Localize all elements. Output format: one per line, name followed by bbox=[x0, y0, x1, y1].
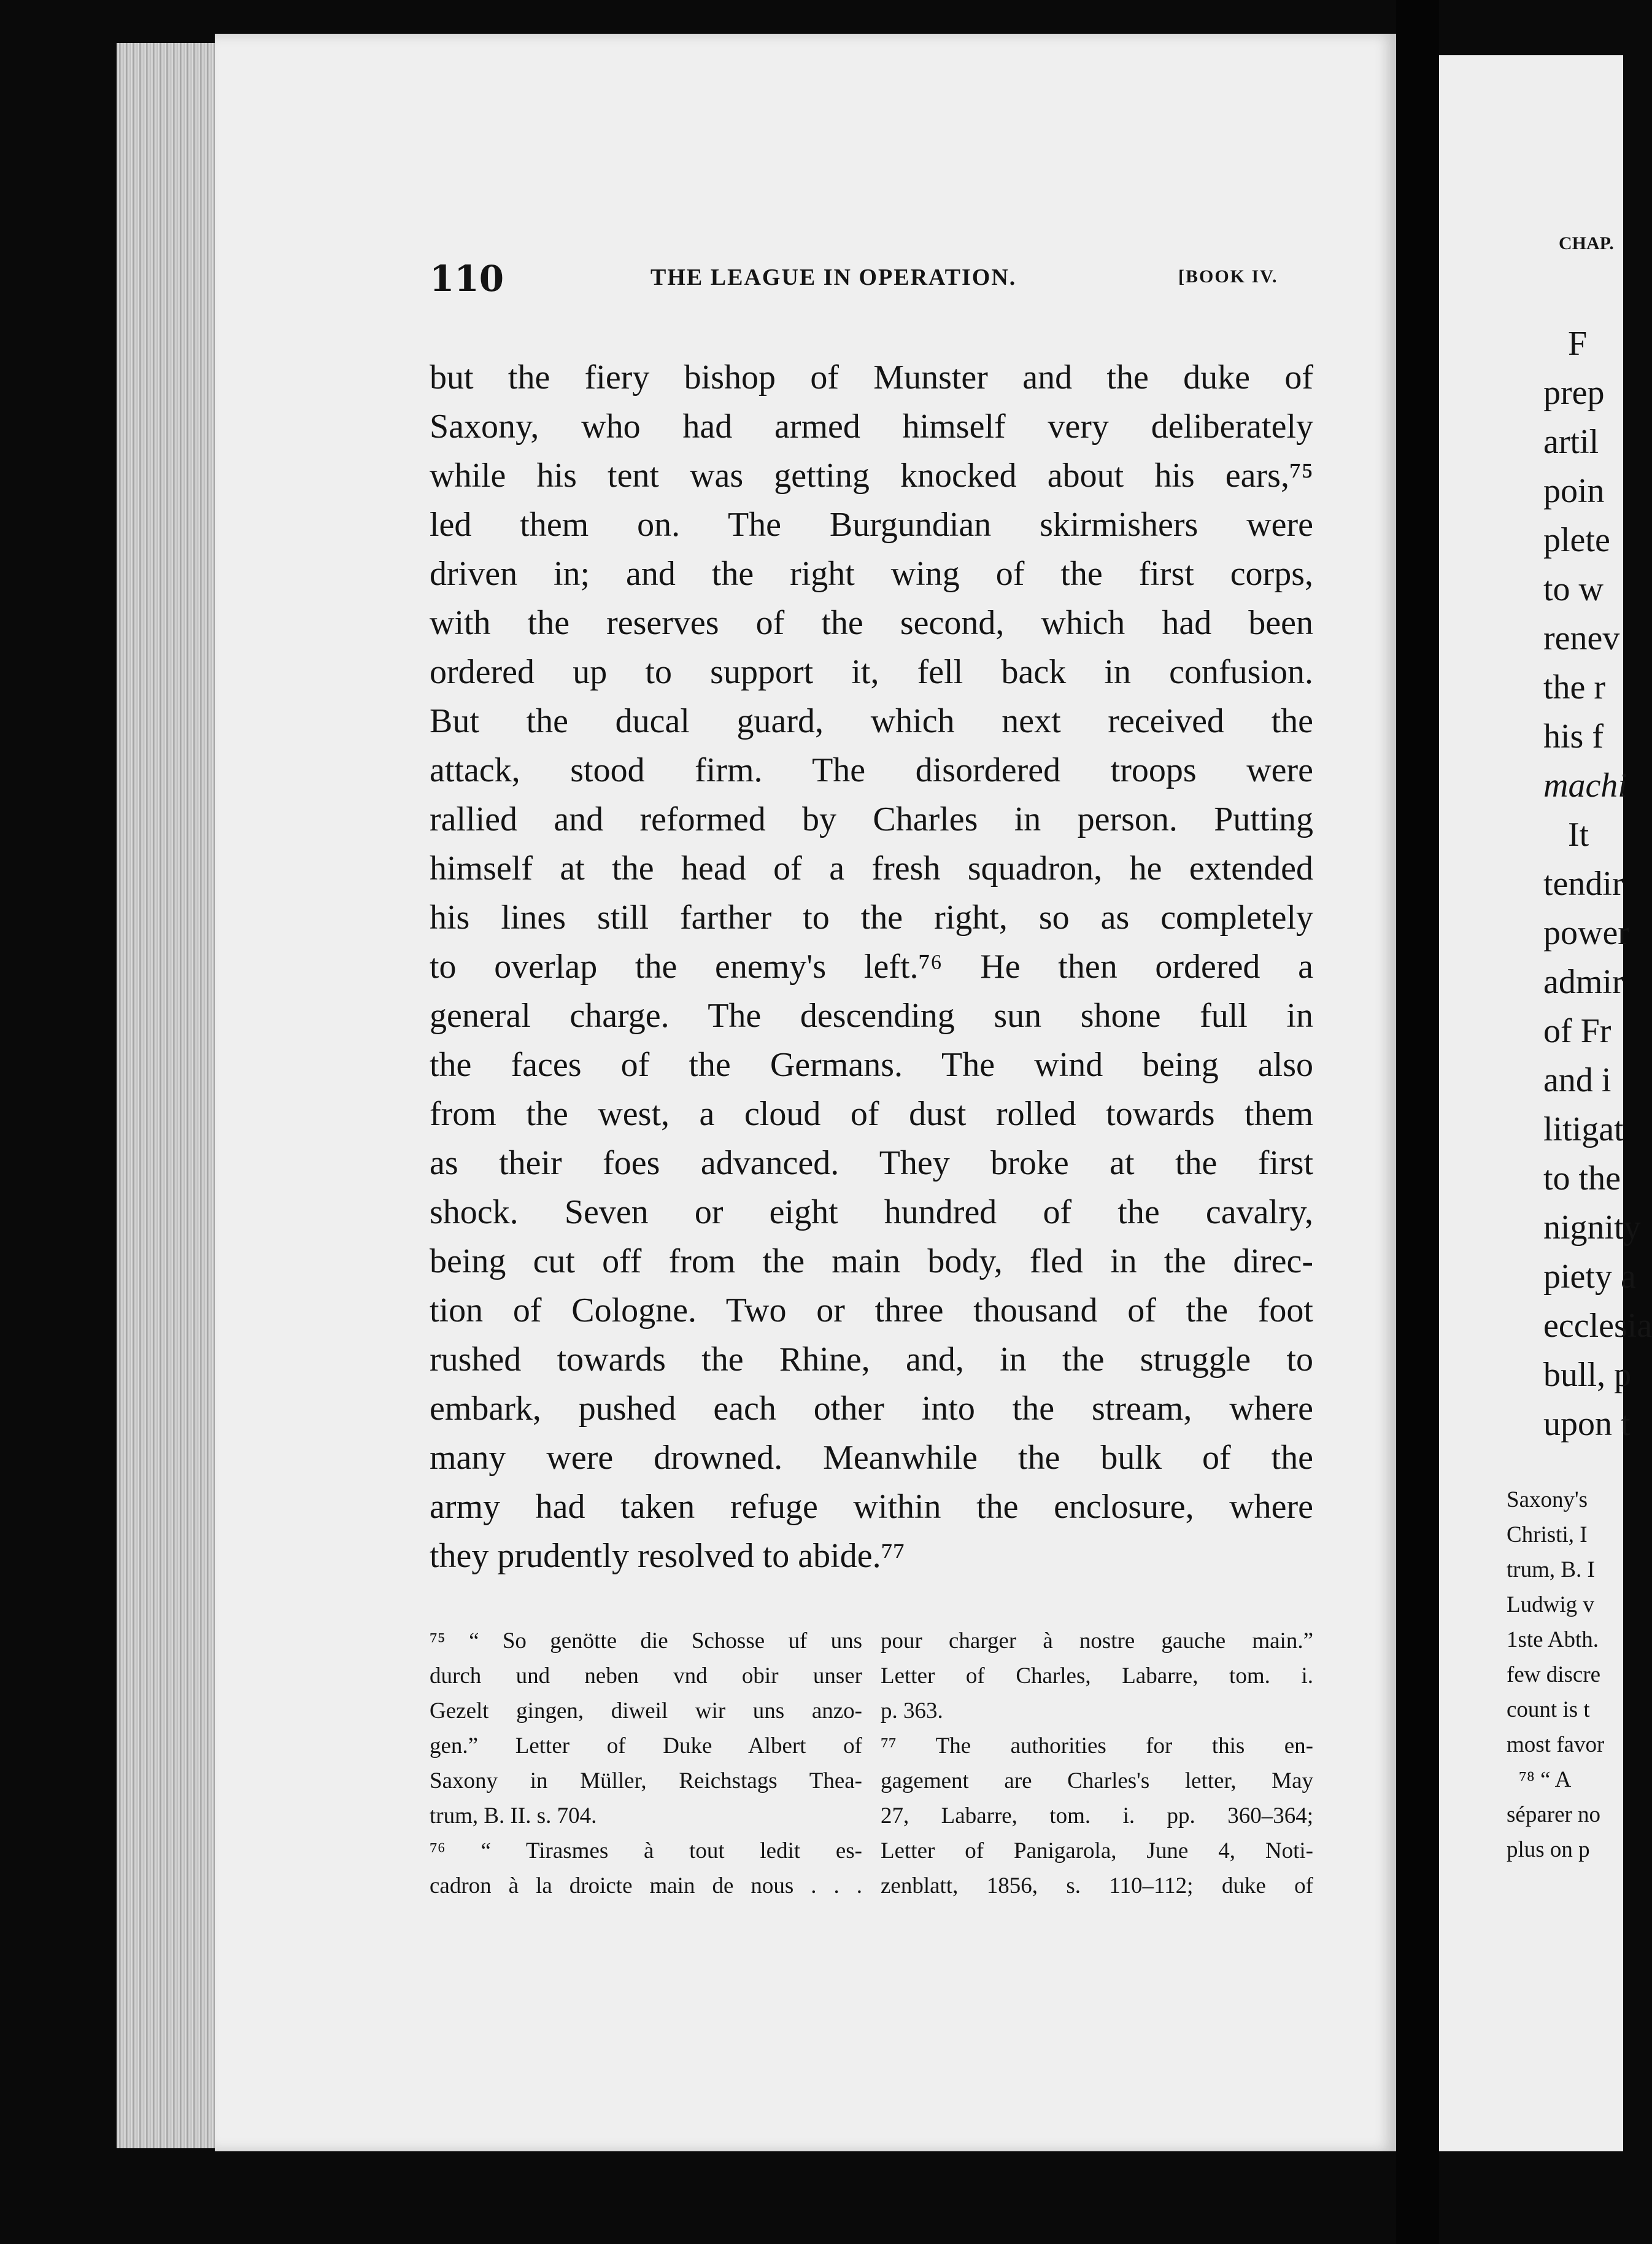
right-footnote-line: séparer no bbox=[1507, 1802, 1601, 1827]
right-page bbox=[1439, 55, 1652, 2151]
right-text-line: piety a bbox=[1543, 1258, 1636, 1296]
book-tag: [BOOK IV. bbox=[1178, 266, 1278, 287]
text-line: while his tent was getting knocked about his ears,⁷⁵ bbox=[430, 457, 1313, 495]
right-text-line: admir bbox=[1543, 963, 1624, 1001]
footnote-line: ⁷⁵ “ So genötte die Schosse uf uns bbox=[430, 1628, 862, 1654]
text-line: himself at the head of a fresh squadron, he extended bbox=[430, 849, 1313, 888]
text-line: they prudently resolved to abide.⁷⁷ bbox=[430, 1537, 905, 1575]
text-line: rushed towards the Rhine, and, in the struggle to bbox=[430, 1341, 1313, 1379]
footnote-line: zenblatt, 1856, s. 110–112; duke of bbox=[881, 1873, 1313, 1898]
right-text-line: his f bbox=[1543, 718, 1604, 756]
text-line: general charge. The descending sun shone full in bbox=[430, 997, 1313, 1035]
footnote-column-right bbox=[881, 1623, 1313, 1903]
left-page bbox=[215, 34, 1396, 2151]
footnote-line: pour charger à nostre gauche main.” bbox=[881, 1628, 1313, 1654]
footnote-line: 27, Labarre, tom. i. pp. 360–364; bbox=[881, 1803, 1313, 1828]
right-footnote-line: count is t bbox=[1507, 1697, 1590, 1722]
right-footnote-line: ⁷⁸ “ A bbox=[1519, 1767, 1572, 1792]
footnote-line: cadron à la droicte main de nous . . . bbox=[430, 1873, 862, 1898]
right-text-line: renev bbox=[1543, 619, 1620, 657]
right-footnote-line: Ludwig v bbox=[1507, 1592, 1594, 1617]
right-text-line: upon t bbox=[1543, 1405, 1631, 1443]
text-line: army had taken refuge within the enclosure, where bbox=[430, 1488, 1313, 1526]
text-line: but the fiery bishop of Munster and the duke of bbox=[430, 358, 1313, 397]
right-text-line: the r bbox=[1543, 668, 1606, 706]
text-line: to overlap the enemy's left.⁷⁶ He then ordered a bbox=[430, 948, 1313, 986]
right-text-line: tendir bbox=[1543, 865, 1624, 903]
right-text-line: power bbox=[1543, 914, 1629, 952]
footnote-line: Letter of Panigarola, June 4, Noti- bbox=[881, 1838, 1313, 1863]
footnote-line: gagement are Charles's letter, May bbox=[881, 1768, 1313, 1793]
right-text-line: prep bbox=[1543, 374, 1605, 412]
text-line: led them on. The Burgundian skirmishers were bbox=[430, 506, 1313, 544]
right-footnote-line: 1ste Abth. bbox=[1507, 1627, 1599, 1652]
footnote-line: trum, B. II. s. 704. bbox=[430, 1803, 597, 1828]
footnote-line: Letter of Charles, Labarre, tom. i. bbox=[881, 1663, 1313, 1689]
right-text-line: artil bbox=[1543, 423, 1599, 461]
right-running-header: CHAP. bbox=[1559, 233, 1614, 253]
right-footnote-line: most favor bbox=[1507, 1732, 1605, 1757]
text-line: shock. Seven or eight hundred of the cavalry, bbox=[430, 1193, 1313, 1231]
right-text-line: plete bbox=[1543, 521, 1610, 559]
text-line: from the west, a cloud of dust rolled towards them bbox=[430, 1095, 1313, 1133]
right-body-text bbox=[1543, 319, 1652, 1449]
footnote-line: durch und neben vnd obir unser bbox=[430, 1663, 862, 1689]
right-footnotes bbox=[1507, 1482, 1604, 1867]
text-line: ordered up to support it, fell back in confusion. bbox=[430, 653, 1313, 691]
text-line: being cut off from the main body, fled in the direc- bbox=[430, 1242, 1313, 1280]
footnote-line: Gezelt gingen, diweil wir uns anzo- bbox=[430, 1698, 862, 1724]
text-line: as their foes advanced. They broke at the first bbox=[430, 1144, 1313, 1182]
right-text-line: and i bbox=[1543, 1061, 1611, 1099]
right-text-line: litigat bbox=[1543, 1110, 1624, 1148]
right-text-line: F bbox=[1568, 325, 1588, 363]
text-line: attack, stood firm. The disordered troops were bbox=[430, 751, 1313, 789]
text-line: embark, pushed each other into the stream, where bbox=[430, 1390, 1313, 1428]
text-line: many were drowned. Meanwhile the bulk of the bbox=[430, 1439, 1313, 1477]
footnote-line: p. 363. bbox=[881, 1698, 943, 1724]
text-line: the faces of the Germans. The wind being also bbox=[430, 1046, 1313, 1084]
running-title: THE LEAGUE IN OPERATION. bbox=[650, 265, 1017, 290]
text-line: rallied and reformed by Charles in person. Putting bbox=[430, 800, 1313, 838]
right-footnote-line: few discre bbox=[1507, 1662, 1601, 1687]
right-text-line: to w bbox=[1543, 570, 1604, 608]
body-text bbox=[430, 353, 1313, 1580]
right-text-line: to the bbox=[1543, 1159, 1621, 1197]
right-footnote-line: plus on p bbox=[1507, 1837, 1590, 1862]
footnote-line: Saxony in Müller, Reichstags Thea- bbox=[430, 1768, 862, 1793]
footnote-column-left bbox=[430, 1623, 862, 1903]
page-number: 110 bbox=[430, 258, 504, 300]
footnote-line: ⁷⁷ The authorities for this en- bbox=[881, 1733, 1313, 1758]
right-text-line: ecclesia bbox=[1543, 1307, 1652, 1345]
right-footnote-line: Saxony's bbox=[1507, 1487, 1588, 1512]
right-text-line: machi bbox=[1543, 767, 1627, 805]
book-gutter bbox=[1396, 0, 1439, 2244]
text-line: with the reserves of the second, which had been bbox=[430, 604, 1313, 642]
right-text-line: nignity bbox=[1543, 1209, 1641, 1247]
right-text-line: of Fr bbox=[1543, 1012, 1611, 1050]
right-text-line: bull, p bbox=[1543, 1356, 1632, 1394]
text-line: Saxony, who had armed himself very deliberately bbox=[430, 408, 1313, 446]
footnote-line: gen.” Letter of Duke Albert of bbox=[430, 1733, 862, 1758]
text-line: his lines still farther to the right, so as completely bbox=[430, 899, 1313, 937]
right-footnote-line: trum, B. I bbox=[1507, 1557, 1595, 1582]
footnote-line: ⁷⁶ “ Tirasmes à tout ledit es- bbox=[430, 1838, 862, 1863]
text-line: driven in; and the right wing of the first corps, bbox=[430, 555, 1313, 593]
text-line: tion of Cologne. Two or three thousand of the foot bbox=[430, 1291, 1313, 1329]
right-text-line: It bbox=[1568, 816, 1589, 854]
running-header bbox=[215, 258, 1396, 319]
text-line: But the ducal guard, which next received the bbox=[430, 702, 1313, 740]
right-footnote-line: Christi, I bbox=[1507, 1522, 1588, 1547]
right-text-line: poin bbox=[1543, 472, 1605, 510]
